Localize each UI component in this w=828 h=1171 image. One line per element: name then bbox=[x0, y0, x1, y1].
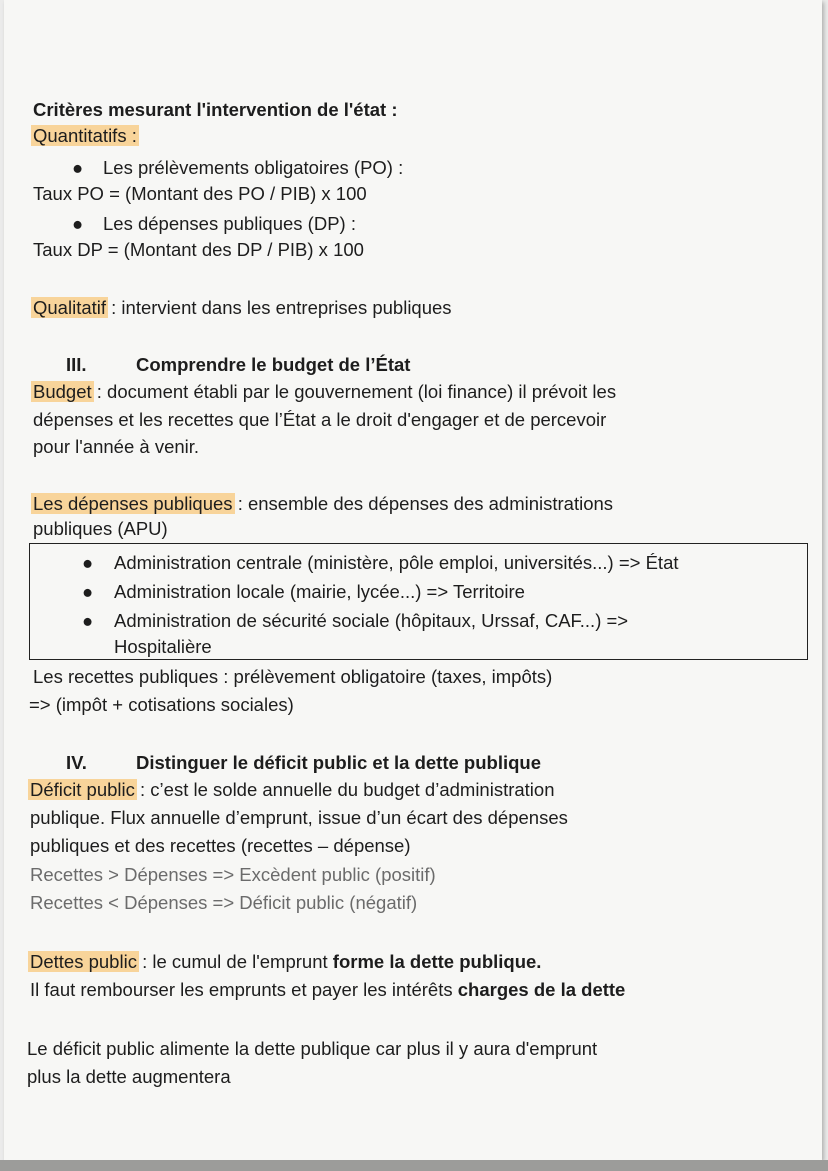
po-item: Les prélèvements obligatoires (PO) : bbox=[103, 157, 404, 178]
admin-item-3-cont: Hospitalière bbox=[114, 636, 212, 657]
bullet-icon: ● bbox=[72, 157, 84, 178]
criteria-title: Critères mesurant l'intervention de l'état : bbox=[33, 99, 398, 120]
budget-line-3: pour l'année à venir. bbox=[33, 436, 200, 457]
section-4-number: IV. bbox=[66, 752, 87, 773]
dette-line bbox=[30, 949, 541, 975]
qualitative-text: : intervient dans les entreprises publiques bbox=[111, 297, 452, 318]
po-formula: Taux PO = (Montant des PO / PIB) x 100 bbox=[33, 183, 367, 204]
budget-line-1 bbox=[33, 379, 616, 405]
page-edge bbox=[0, 1160, 828, 1171]
qualitative-highlight: Qualitatif bbox=[33, 297, 107, 318]
section-4-heading bbox=[66, 750, 541, 776]
recettes-line-2: => (impôt + cotisations sociales) bbox=[29, 694, 294, 715]
rembourser-bold: charges de la dette bbox=[457, 979, 626, 1000]
admin-item-3: Administration de sécurité sociale (hôpitaux, Urssaf, CAF...) => bbox=[114, 610, 629, 631]
case-deficit: Recettes < Dépenses => Déficit public (négatif) bbox=[30, 892, 418, 913]
dette-text: : le cumul de l'emprunt bbox=[142, 951, 328, 972]
quantitative-highlight: Quantitatifs : bbox=[33, 125, 137, 146]
section-4-title: Distinguer le déficit public et la dette publique bbox=[136, 752, 541, 773]
bullet-icon: ● bbox=[82, 552, 94, 573]
case-surplus: Recettes > Dépenses => Excèdent public (positif) bbox=[30, 864, 436, 885]
qualitative-line bbox=[33, 295, 452, 321]
dette-bold: forme la dette publique. bbox=[332, 951, 542, 972]
budget-highlight: Budget bbox=[33, 381, 92, 402]
section-3-heading bbox=[66, 352, 410, 378]
depenses-line-2: publiques (APU) bbox=[33, 518, 168, 539]
budget-text-1: : document établi par le gouvernement (loi finance) il prévoit les bbox=[96, 381, 617, 402]
section-3-number: III. bbox=[66, 354, 87, 375]
bullet-icon: ● bbox=[72, 213, 84, 234]
rembourser-line bbox=[30, 977, 625, 1003]
depenses-text-1: : ensemble des dépenses des administrations bbox=[237, 493, 614, 514]
admin-item-1: Administration centrale (ministère, pôle emploi, universités...) => État bbox=[114, 552, 679, 573]
dette-highlight: Dettes public bbox=[30, 951, 137, 972]
conclusion-line-1: Le déficit public alimente la dette publique car plus il y aura d'emprunt bbox=[27, 1038, 598, 1059]
dp-formula: Taux DP = (Montant des DP / PIB) x 100 bbox=[33, 239, 364, 260]
rembourser-text: Il faut rembourser les emprunts et payer les intérêts bbox=[30, 979, 453, 1000]
bullet-icon: ● bbox=[82, 581, 94, 602]
deficit-line-2: publique. Flux annuelle d’emprunt, issue d’un écart des dépenses bbox=[30, 807, 568, 828]
deficit-line-3: publiques et des recettes (recettes – dépense) bbox=[30, 835, 411, 856]
deficit-text-1: : c’est le solde annuelle du budget d’administration bbox=[140, 779, 555, 800]
bullet-icon: ● bbox=[82, 610, 94, 631]
dp-item: Les dépenses publiques (DP) : bbox=[103, 213, 356, 234]
deficit-highlight: Déficit public bbox=[30, 779, 135, 800]
section-3-title: Comprendre le budget de l’État bbox=[136, 354, 411, 375]
quantitative-label bbox=[33, 123, 137, 149]
depenses-line-1 bbox=[33, 491, 613, 517]
recettes-line-1: Les recettes publiques : prélèvement obligatoire (taxes, impôts) bbox=[33, 666, 553, 687]
admin-item-2: Administration locale (mairie, lycée...) => Territoire bbox=[114, 581, 525, 602]
budget-line-2: dépenses et les recettes que l’État a le droit d'engager et de percevoir bbox=[33, 409, 607, 430]
depenses-highlight: Les dépenses publiques bbox=[33, 493, 233, 514]
conclusion-line-2: plus la dette augmentera bbox=[27, 1066, 231, 1087]
deficit-line-1 bbox=[30, 777, 555, 803]
